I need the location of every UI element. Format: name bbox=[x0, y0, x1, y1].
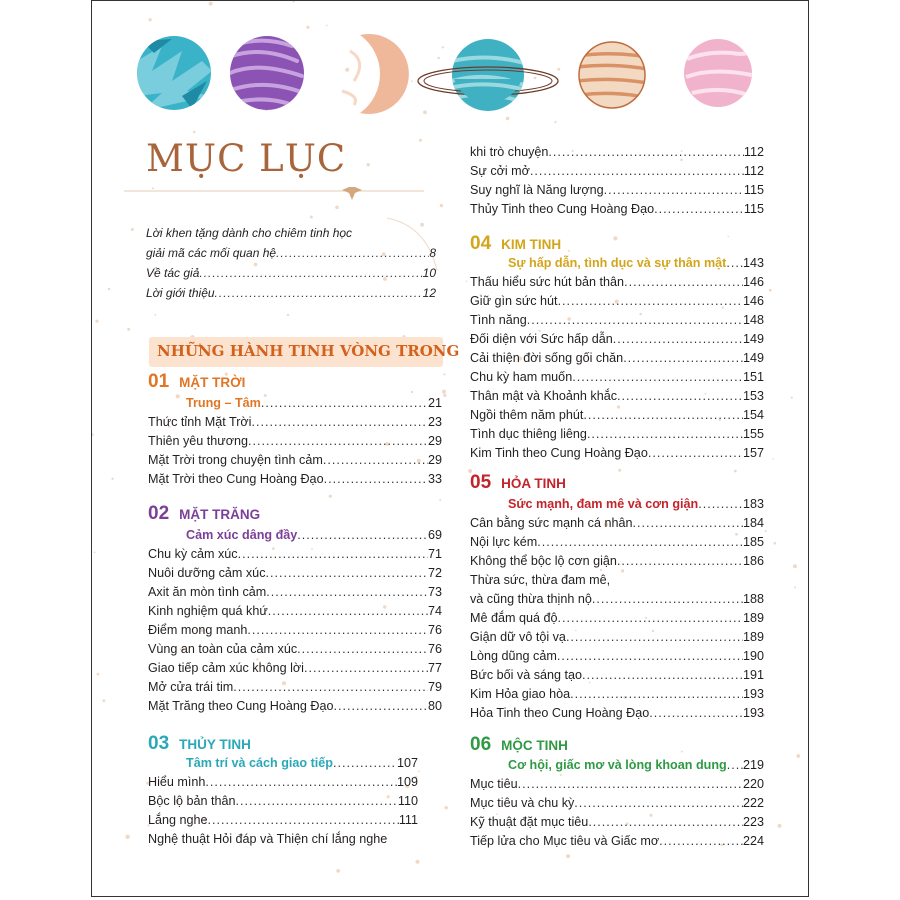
entry-title: Thiên yêu thương bbox=[148, 434, 249, 448]
entry-title: Axit ăn mòn tình cảm bbox=[148, 585, 267, 599]
page-number: 29 bbox=[427, 434, 442, 448]
section-name: MẶT TRĂNG bbox=[179, 507, 261, 522]
entry-title: khi trò chuyện bbox=[470, 145, 549, 159]
entry-title: Kinh nghiệm quá khứ bbox=[148, 604, 268, 618]
section-name: KIM TINH bbox=[501, 237, 562, 252]
crescent-moon-icon bbox=[342, 34, 409, 114]
entry-title: Sức mạnh, đam mê và cơn giận bbox=[508, 497, 699, 511]
page-number: 222 bbox=[742, 796, 764, 810]
entry-title: Tình dục thiêng liêng bbox=[470, 427, 587, 441]
toc-entry bbox=[470, 648, 764, 664]
section-number: 01 bbox=[148, 371, 170, 392]
toc-entry bbox=[470, 312, 764, 328]
dot-leader bbox=[574, 795, 743, 811]
page-number: 72 bbox=[427, 566, 442, 580]
entry-title: Chu kỳ cảm xúc bbox=[148, 547, 238, 561]
entry-title: Ngồi thêm năm phút bbox=[470, 408, 584, 422]
dot-leader bbox=[324, 471, 428, 487]
section-subtitle bbox=[186, 755, 418, 771]
section-number: 06 bbox=[470, 734, 492, 755]
dot-leader bbox=[208, 812, 399, 828]
dot-leader bbox=[572, 369, 743, 385]
page-number: 115 bbox=[743, 202, 764, 216]
section-number: 05 bbox=[470, 472, 492, 493]
page-number: 224 bbox=[742, 834, 764, 848]
toc-entry bbox=[148, 546, 442, 562]
toc-entry bbox=[148, 622, 442, 638]
dot-leader bbox=[624, 274, 743, 290]
toc-entry bbox=[146, 285, 436, 301]
dot-leader bbox=[238, 546, 428, 562]
entry-title: Thức tỉnh Mặt Trời bbox=[148, 415, 252, 429]
entry-title: Mục tiêu và chu kỳ bbox=[470, 796, 575, 810]
toc-entry bbox=[470, 293, 764, 309]
entry-title: Kim Hỏa giao hòa bbox=[470, 687, 571, 701]
toc-entry bbox=[148, 565, 442, 581]
toc-entry bbox=[470, 163, 764, 179]
section-banner bbox=[149, 337, 460, 367]
dot-leader bbox=[566, 629, 743, 645]
section-heading-06 bbox=[470, 734, 568, 756]
page-number: 223 bbox=[742, 815, 764, 829]
dot-leader bbox=[276, 245, 429, 261]
toc-entry bbox=[148, 414, 442, 430]
entry-title: Lòng dũng cảm bbox=[470, 649, 557, 663]
toc-entry bbox=[146, 245, 436, 261]
page-number: 33 bbox=[427, 472, 442, 486]
page bbox=[91, 0, 809, 897]
dot-leader bbox=[583, 407, 743, 423]
page-number: 146 bbox=[742, 294, 764, 308]
page-number: 151 bbox=[742, 370, 764, 384]
toc-entry bbox=[148, 603, 442, 619]
entry-title: Mục tiêu bbox=[470, 777, 518, 791]
planets-header bbox=[92, 1, 809, 131]
entry-title: Suy nghĩ là Năng lượng bbox=[470, 183, 604, 197]
entry-title: Cân bằng sức mạnh cá nhân bbox=[470, 516, 633, 530]
entry-title: và cũng thừa thịnh nộ bbox=[470, 592, 592, 606]
toc-entry bbox=[146, 265, 436, 281]
entry-title: Thấu hiểu sức hút bản thân bbox=[470, 275, 625, 289]
page-number: 74 bbox=[427, 604, 442, 618]
section-heading-04 bbox=[470, 233, 561, 255]
section-heading-01 bbox=[148, 371, 245, 393]
page-number: 148 bbox=[742, 313, 764, 327]
page-number: 157 bbox=[742, 446, 764, 460]
section-heading-02 bbox=[148, 503, 260, 525]
section-name: MẶT TRỜI bbox=[179, 375, 246, 390]
dot-leader bbox=[205, 774, 397, 790]
page-number: 115 bbox=[743, 183, 764, 197]
dot-leader bbox=[617, 388, 743, 404]
section-name: MỘC TINH bbox=[501, 738, 568, 753]
toc-entry bbox=[470, 795, 764, 811]
page-number: 146 bbox=[742, 275, 764, 289]
teal-planet-icon bbox=[137, 36, 212, 111]
toc-entry bbox=[470, 388, 764, 404]
entry-title: Hỏa Tinh theo Cung Hoàng Đạo bbox=[470, 706, 650, 720]
entry-title: Trung – Tâm bbox=[186, 396, 261, 410]
page-number: 109 bbox=[396, 775, 418, 789]
entry-title: Mở cửa trái tim bbox=[148, 680, 234, 694]
dot-leader bbox=[266, 565, 428, 581]
dot-leader bbox=[530, 163, 744, 179]
toc-entry bbox=[148, 774, 418, 790]
entry-title: Về tác giả bbox=[146, 266, 200, 280]
page-number: 155 bbox=[742, 427, 764, 441]
entry-title: Mặt Trời trong chuyện tình cảm bbox=[148, 453, 323, 467]
page-number: 21 bbox=[427, 396, 442, 410]
dot-leader bbox=[727, 757, 743, 773]
page-number: 183 bbox=[742, 497, 764, 511]
entry-title: Hiểu mình bbox=[148, 775, 206, 789]
section-subtitle bbox=[508, 496, 764, 512]
entry-title: Kim Tinh theo Cung Hoàng Đạo bbox=[470, 446, 648, 460]
page-number: 193 bbox=[742, 706, 764, 720]
entry-title: Nghệ thuật Hỏi đáp và Thiện chí lắng nghe bbox=[148, 832, 388, 846]
dot-leader bbox=[604, 182, 744, 198]
entry-title: Thủy Tinh theo Cung Hoàng Đạo bbox=[470, 202, 655, 216]
striped-planet-icon bbox=[577, 42, 647, 108]
dot-leader bbox=[537, 534, 743, 550]
toc-entry bbox=[470, 833, 764, 849]
entry-title: Mê đắm quá độ bbox=[470, 611, 558, 625]
entry-title: Cơ hội, giấc mơ và lòng khoan dung bbox=[508, 758, 727, 772]
toc-entry bbox=[148, 679, 442, 695]
page-number: 220 bbox=[742, 777, 764, 791]
entry-title: Đối diện với Sức hấp dẫn bbox=[470, 332, 613, 346]
dot-leader bbox=[613, 331, 743, 347]
dot-leader bbox=[251, 414, 428, 430]
dot-leader bbox=[248, 433, 428, 449]
page-number: 12 bbox=[422, 286, 436, 300]
entry-title: Sự hấp dẫn, tình dục và sự thân mật bbox=[508, 256, 727, 270]
toc-entry bbox=[148, 793, 418, 809]
toc-entry bbox=[470, 591, 764, 607]
toc-entry bbox=[148, 641, 442, 657]
page-number: 188 bbox=[742, 592, 764, 606]
entry-title: Lắng nghe bbox=[148, 813, 208, 827]
page-title: MỤC LỤC bbox=[146, 137, 347, 180]
toc-entry bbox=[470, 705, 764, 721]
toc-entry bbox=[470, 407, 764, 423]
title-ornament bbox=[124, 187, 444, 207]
dot-leader bbox=[623, 350, 743, 366]
dot-leader bbox=[268, 603, 428, 619]
pink-planet-icon bbox=[684, 39, 754, 107]
dot-leader bbox=[659, 833, 743, 849]
dot-leader bbox=[215, 285, 423, 301]
page-number: 186 bbox=[742, 554, 764, 568]
toc-entry bbox=[470, 776, 764, 792]
dot-leader bbox=[654, 201, 744, 217]
page-number: 149 bbox=[742, 351, 764, 365]
entry-title: Tâm trí và cách giao tiếp bbox=[186, 756, 333, 770]
page-number: 112 bbox=[743, 145, 764, 159]
dot-leader bbox=[649, 705, 743, 721]
entry-title: Lời khen tặng dành cho chiêm tinh học bbox=[146, 226, 353, 240]
entry-title: Không thể bộc lộ cơn giận bbox=[470, 554, 617, 568]
entry-title: giải mã các mối quan hệ bbox=[146, 246, 277, 260]
page-number: 23 bbox=[427, 415, 442, 429]
dot-leader bbox=[558, 293, 743, 309]
dot-leader bbox=[582, 667, 743, 683]
section-name: HỎA TINH bbox=[501, 476, 566, 491]
page-number: 189 bbox=[742, 611, 764, 625]
dot-leader bbox=[726, 255, 743, 271]
page-number: 80 bbox=[427, 699, 442, 713]
banner-label: NHỮNG HÀNH TINH VÒNG TRONG bbox=[157, 342, 460, 360]
dot-leader bbox=[698, 496, 743, 512]
section-heading-03 bbox=[148, 733, 251, 755]
toc-entry bbox=[470, 331, 764, 347]
toc-entry bbox=[470, 553, 764, 569]
dot-leader bbox=[527, 312, 743, 328]
entry-title: Tình năng bbox=[470, 313, 527, 327]
entry-title: Giữ gìn sức hút bbox=[470, 294, 558, 308]
entry-title: Mặt Trời theo Cung Hoàng Đạo bbox=[148, 472, 324, 486]
dot-leader bbox=[247, 622, 428, 638]
section-number: 02 bbox=[148, 503, 170, 524]
entry-title: Lời giới thiệu bbox=[146, 286, 215, 300]
dot-leader bbox=[334, 698, 428, 714]
toc-entry bbox=[470, 814, 764, 830]
entry-title: Chu kỳ ham muốn bbox=[470, 370, 573, 384]
entry-title: Cảm xúc dâng đầy bbox=[186, 528, 298, 542]
dot-leader bbox=[266, 584, 428, 600]
page-number: 190 bbox=[742, 649, 764, 663]
toc-entry bbox=[470, 350, 764, 366]
toc-entry bbox=[470, 445, 764, 461]
dot-leader bbox=[592, 591, 743, 607]
toc-entry bbox=[470, 182, 764, 198]
toc-entry bbox=[148, 812, 418, 828]
page-number: 76 bbox=[427, 642, 442, 656]
dot-leader bbox=[557, 648, 743, 664]
page-number: 73 bbox=[427, 585, 442, 599]
section-subtitle bbox=[186, 527, 442, 543]
entry-title: Bộc lộ bản thân bbox=[148, 794, 236, 808]
page-number: 69 bbox=[427, 528, 442, 542]
page-number: 29 bbox=[427, 453, 442, 467]
dot-leader bbox=[632, 515, 743, 531]
page-number: 77 bbox=[427, 661, 442, 675]
toc-entry bbox=[146, 225, 436, 241]
dot-leader bbox=[297, 641, 428, 657]
dot-leader bbox=[333, 755, 397, 771]
section-subtitle bbox=[186, 395, 442, 411]
entry-title: Bức bối và sáng tạo bbox=[470, 668, 583, 682]
page-number: 184 bbox=[742, 516, 764, 530]
dot-leader bbox=[570, 686, 743, 702]
entry-title: Nội lực kém bbox=[470, 535, 538, 549]
toc-entry bbox=[470, 201, 764, 217]
dot-leader bbox=[648, 445, 743, 461]
entry-title: Mặt Trăng theo Cung Hoàng Đạo bbox=[148, 699, 334, 713]
toc-entry bbox=[470, 686, 764, 702]
entry-title: Vùng an toàn của cảm xúc bbox=[148, 642, 298, 656]
page-number: 149 bbox=[742, 332, 764, 346]
dot-leader bbox=[617, 553, 743, 569]
toc-entry bbox=[148, 584, 442, 600]
dot-leader bbox=[548, 144, 744, 160]
section-number: 03 bbox=[148, 733, 170, 754]
entry-title: Tiếp lửa cho Mục tiêu và Giấc mơ bbox=[470, 834, 660, 848]
toc-entry bbox=[148, 831, 418, 847]
toc-entry bbox=[470, 274, 764, 290]
section-name: THỦY TINH bbox=[179, 737, 251, 752]
section-subtitle bbox=[508, 757, 764, 773]
page-number: 76 bbox=[427, 623, 442, 637]
dot-leader bbox=[588, 814, 743, 830]
page-number: 185 bbox=[742, 535, 764, 549]
entry-title: Giận dữ vô tội vạ bbox=[470, 630, 566, 644]
toc-entry bbox=[470, 629, 764, 645]
dot-leader bbox=[518, 776, 743, 792]
dot-leader bbox=[297, 527, 428, 543]
page-number: 110 bbox=[397, 794, 418, 808]
entry-title: Giao tiếp cảm xúc không lời bbox=[148, 661, 304, 675]
dot-leader bbox=[558, 610, 743, 626]
page-number: 71 bbox=[427, 547, 442, 561]
toc-entry bbox=[470, 667, 764, 683]
ringed-planet-icon bbox=[418, 39, 558, 111]
page-number: 112 bbox=[743, 164, 764, 178]
page-number: 189 bbox=[742, 630, 764, 644]
sparkle-icon bbox=[342, 187, 362, 200]
toc-entry bbox=[470, 369, 764, 385]
entry-title: Điểm mong manh bbox=[148, 623, 248, 637]
page-number: 193 bbox=[742, 687, 764, 701]
toc-entry bbox=[148, 433, 442, 449]
toc-entry bbox=[148, 660, 442, 676]
toc-entry bbox=[470, 144, 764, 160]
dot-leader bbox=[323, 452, 428, 468]
purple-planet-icon bbox=[230, 36, 304, 110]
entry-title: Thừa sức, thừa đam mê, bbox=[470, 573, 611, 587]
entry-title: Kỹ thuật đặt mục tiêu bbox=[470, 815, 589, 829]
entry-title: Sự cởi mở bbox=[470, 164, 530, 178]
dot-leader bbox=[199, 265, 422, 281]
section-subtitle bbox=[508, 255, 764, 271]
page-number: 153 bbox=[742, 389, 764, 403]
toc-entry bbox=[148, 698, 442, 714]
page-number: 107 bbox=[396, 756, 418, 770]
entry-title: Thân mật và Khoảnh khắc bbox=[470, 389, 618, 403]
toc-entry bbox=[470, 534, 764, 550]
page-number: 219 bbox=[742, 758, 764, 772]
dot-leader bbox=[587, 426, 743, 442]
toc-entry bbox=[470, 426, 764, 442]
dot-leader bbox=[236, 793, 398, 809]
dot-leader bbox=[233, 679, 428, 695]
page-number: 143 bbox=[742, 256, 764, 270]
page-number: 191 bbox=[742, 668, 764, 682]
page-number: 111 bbox=[398, 813, 418, 827]
toc-entry bbox=[470, 610, 764, 626]
entry-title: Nuôi dưỡng cảm xúc bbox=[148, 566, 266, 580]
page-number: 10 bbox=[422, 266, 436, 280]
page-number: 154 bbox=[742, 408, 764, 422]
toc-entry bbox=[148, 471, 442, 487]
dot-leader bbox=[261, 395, 428, 411]
toc-entry bbox=[470, 572, 764, 588]
toc-entry bbox=[148, 452, 442, 468]
page-number: 79 bbox=[427, 680, 442, 694]
dot-leader bbox=[304, 660, 428, 676]
page-number: 8 bbox=[429, 246, 436, 260]
entry-title: Cải thiện đời sống gối chăn bbox=[470, 351, 624, 365]
section-number: 04 bbox=[470, 233, 492, 254]
toc-entry bbox=[470, 515, 764, 531]
section-heading-05 bbox=[470, 472, 566, 494]
